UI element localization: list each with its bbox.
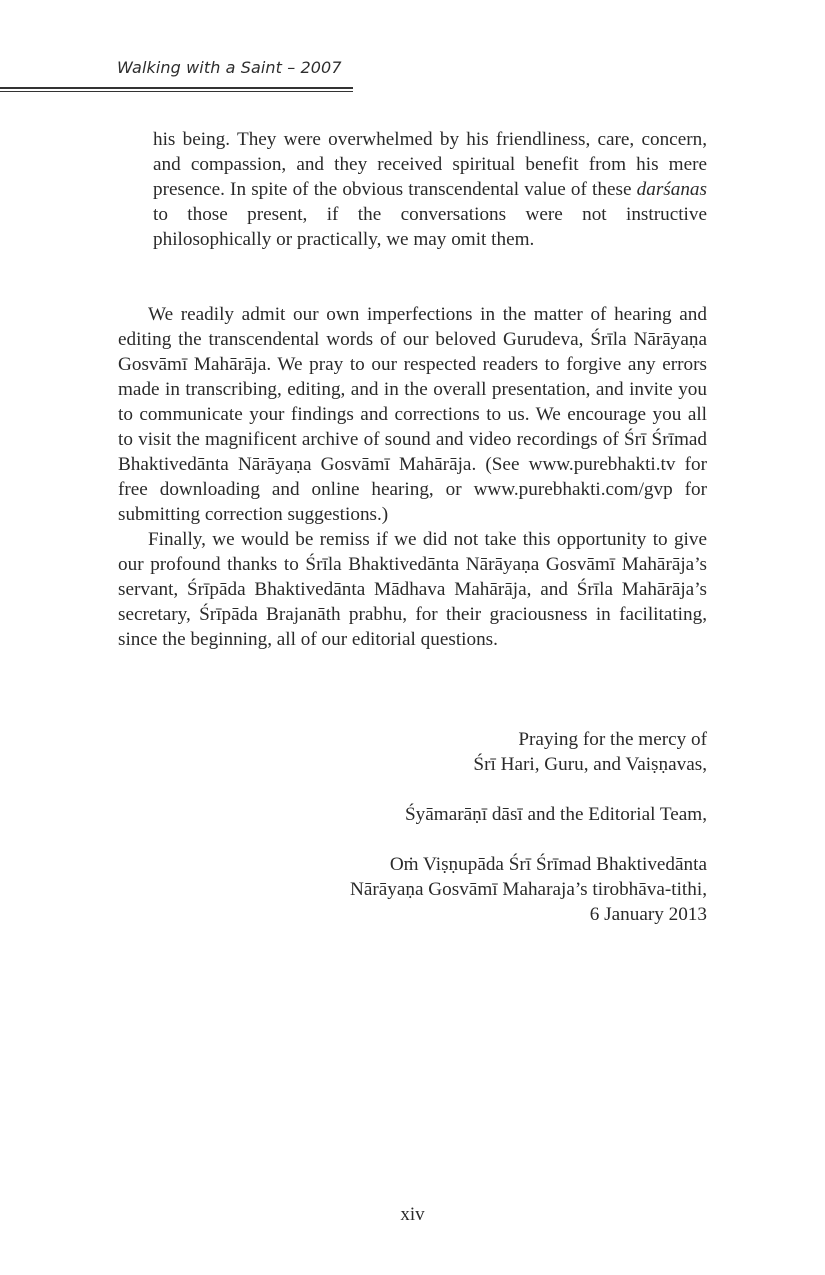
signature-line-3: Śyāmarāṇī dāsī and the Editorial Team,: [404, 804, 707, 825]
signature-line-2: Śrī Hari, Guru, and Vaiṣṇavas,: [473, 754, 707, 775]
indented-quote-block: [153, 127, 707, 252]
signature-date: [350, 852, 707, 927]
signature-author: [405, 802, 707, 827]
running-header-title: Walking with a Saint – 2007: [117, 58, 342, 77]
header-rule-thin: [0, 91, 353, 92]
quote-text-end: to those present, if the conversations were not instructive philosophically or practically, we may omit them.: [153, 204, 707, 250]
header-rule-thick: [0, 87, 353, 89]
signature-line-4: Oṁ Viṣṇupāda Śrī Śrīmad Bhaktivedānta: [389, 854, 707, 875]
page-number: xiv: [400, 1204, 425, 1225]
signature-line-1: Praying for the mercy of: [518, 729, 707, 750]
signature-line-6: 6 January 2013: [589, 904, 707, 925]
paragraph-imperfections: We readily admit our own imperfections in the matter of hearing and editing the transcendental words of our beloved Gurudeva, Śrīla Nārāyaṇa Gosvāmī Mahārāja. We pray to our respected readers to forgive any errors made in transcribing, editing, and in the overall presentation, and invite you to communicate your findings and corrections to us. We encourage you all to visit the magnificent archive of sound and video recordings of Śrī Śrīmad Bhaktivedānta Nārāyaṇa Gosvāmī Mahārāja. (See www.purebhakti.tv for free downloading and online hearing, or www.purebhakti.com/gvp for submitting correction suggestions.): [118, 304, 707, 525]
quote-italic-term: darśanas: [636, 179, 707, 200]
signature-line-5: Nārāyaṇa Gosvāmī Maharaja’s tirobhāva-tithi,: [350, 879, 707, 900]
quote-text-start: his being. They were overwhelmed by his friendliness, care, concern, and compassion, and they received spiritual benefit from his mere presence. In spite of the obvious transcendental value of these: [153, 129, 707, 200]
paragraph-thanks: Finally, we would be remiss if we did not take this opportunity to give our profound thanks to Śrīla Bhaktivedānta Nārāyaṇa Gosvāmī Mahārāja’s servant, Śrīpāda Bhaktivedānta Mādhava Mahārāja, and Śrīla Mahārāja’s secretary, Śrīpāda Brajanāth prabhu, for their graciousness in facilitating, since the beginning, all of our editorial questions.: [118, 529, 707, 650]
signature-prayer: [473, 727, 707, 777]
body-text: [118, 302, 707, 652]
